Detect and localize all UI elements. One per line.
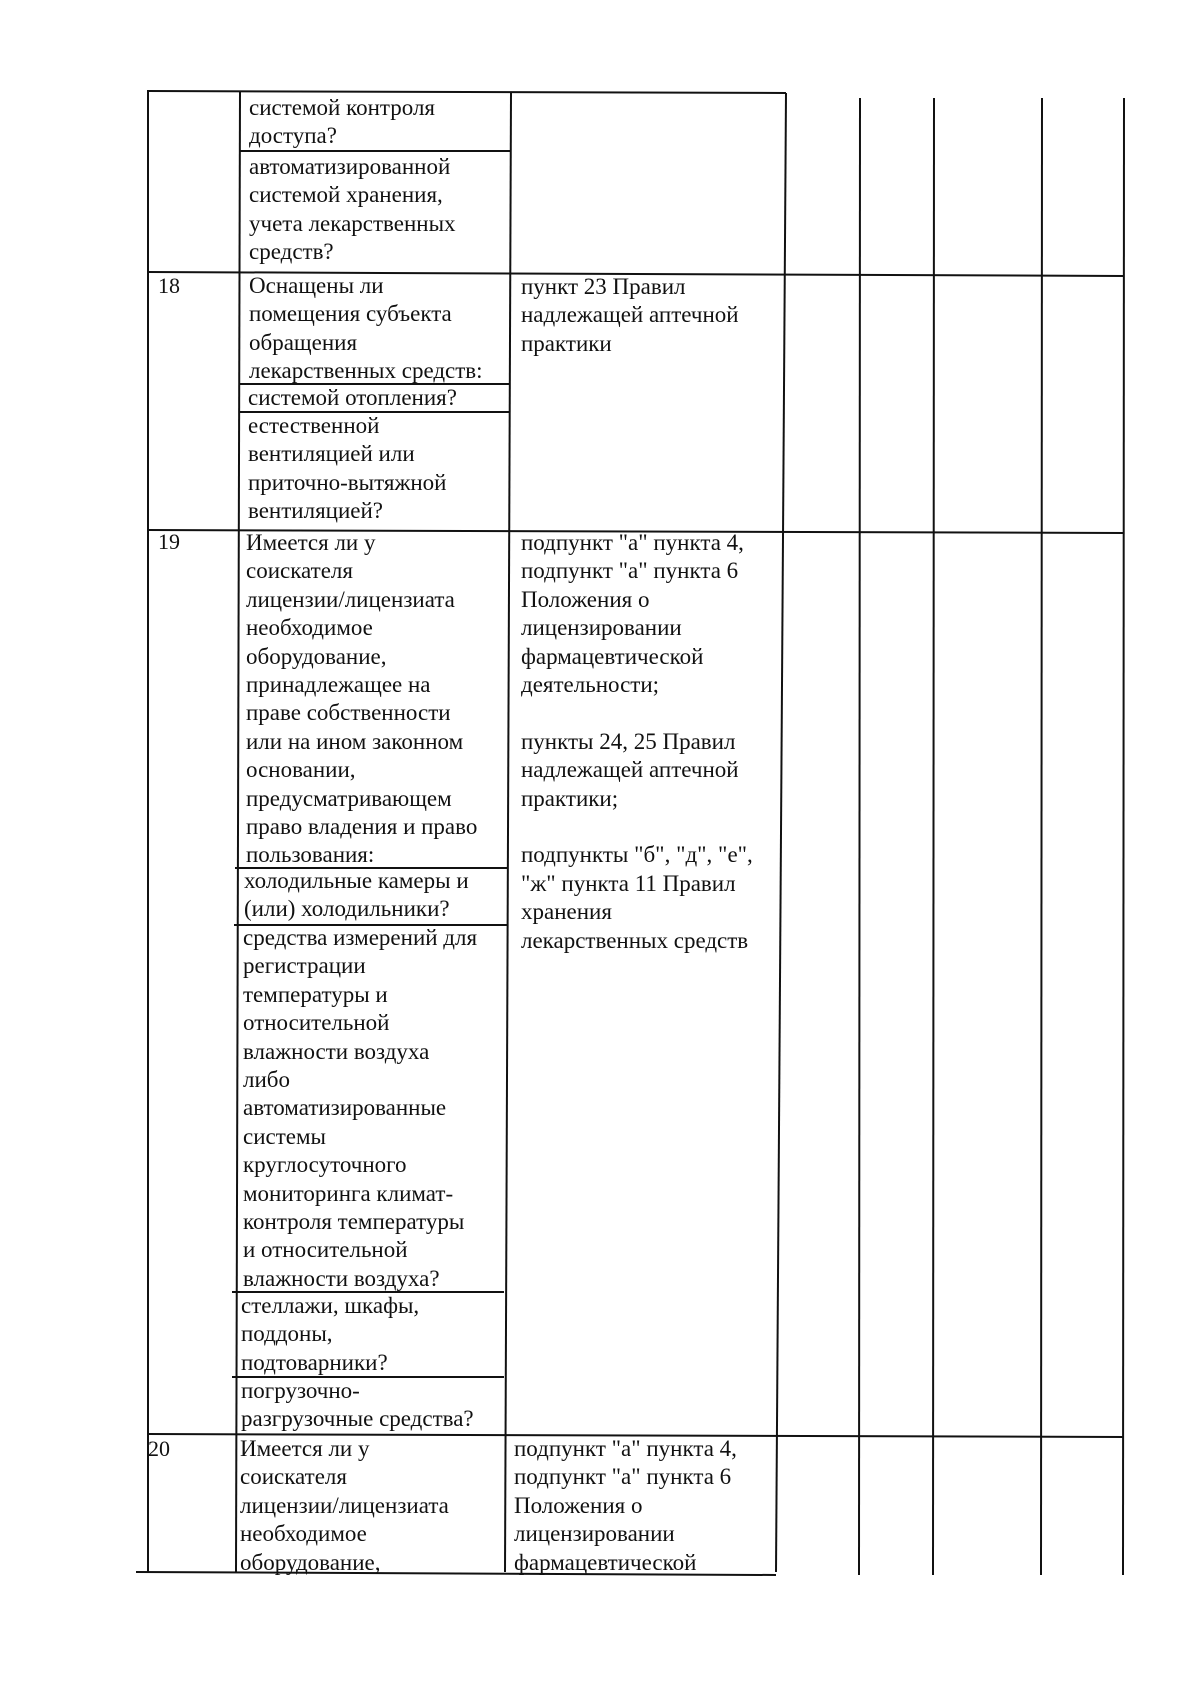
row20-question: Имеется ли у соискателя лицензии/лицензиата необходимое оборудование, (240, 1436, 449, 1575)
row20-reference: подпункт "а" пункта 4, подпункт "а" пункта 6 Положения о лицензировании фармацевтической (514, 1436, 737, 1575)
row18-reference: пункт 23 Правил надлежащей аптечной практики (521, 274, 739, 356)
row17-criteria-automated-storage: автоматизированной системой хранения, учета лекарственных средств? (249, 154, 456, 265)
row20-number: 20 (148, 1436, 170, 1461)
row19-criteria-measuring-instruments: средства измерений для регистрации температуры и относительной влажности воздуха либо автоматизированные системы круглосуточного мониторинга климат- контроля температуры и относительной влажности воздуха? (243, 925, 478, 1291)
row18-criteria-ventilation: естественной вентиляцией или приточно-вытяжной вентиляцией? (248, 413, 447, 524)
row19-question: Имеется ли у соискателя лицензии/лицензиата необходимое оборудование, принадлежащее на праве собственности или на ином законном основании, предусматривающем право владения и право пользования: (246, 530, 478, 868)
row19-reference: подпункт "а" пункта 4, подпункт "а" пункта 6 Положения о лицензировании фармацевтической деятельности; пункты 24, 25 Правил надлежащей аптечной практики; подпункты "б", "д", "е", "ж" пункта 11 Правил хранения лекарственных средств (521, 530, 753, 953)
row19-criteria-shelving: стеллажи, шкафы, поддоны, подтоварники? (241, 1293, 420, 1375)
row18-question: Оснащены ли помещения субъекта обращения лекарственных средств: (249, 273, 483, 384)
row18-criteria-heating: системой отопления? (248, 385, 457, 410)
row19-criteria-loading-equipment: погрузочно- разгрузочные средства? (241, 1378, 474, 1432)
row18-number: 18 (158, 273, 180, 298)
row19-criteria-refrigerators: холодильные камеры и (или) холодильники? (244, 868, 469, 922)
row17-criteria-access-control: системой контроля доступа? (249, 95, 435, 149)
row19-number: 19 (158, 529, 180, 554)
